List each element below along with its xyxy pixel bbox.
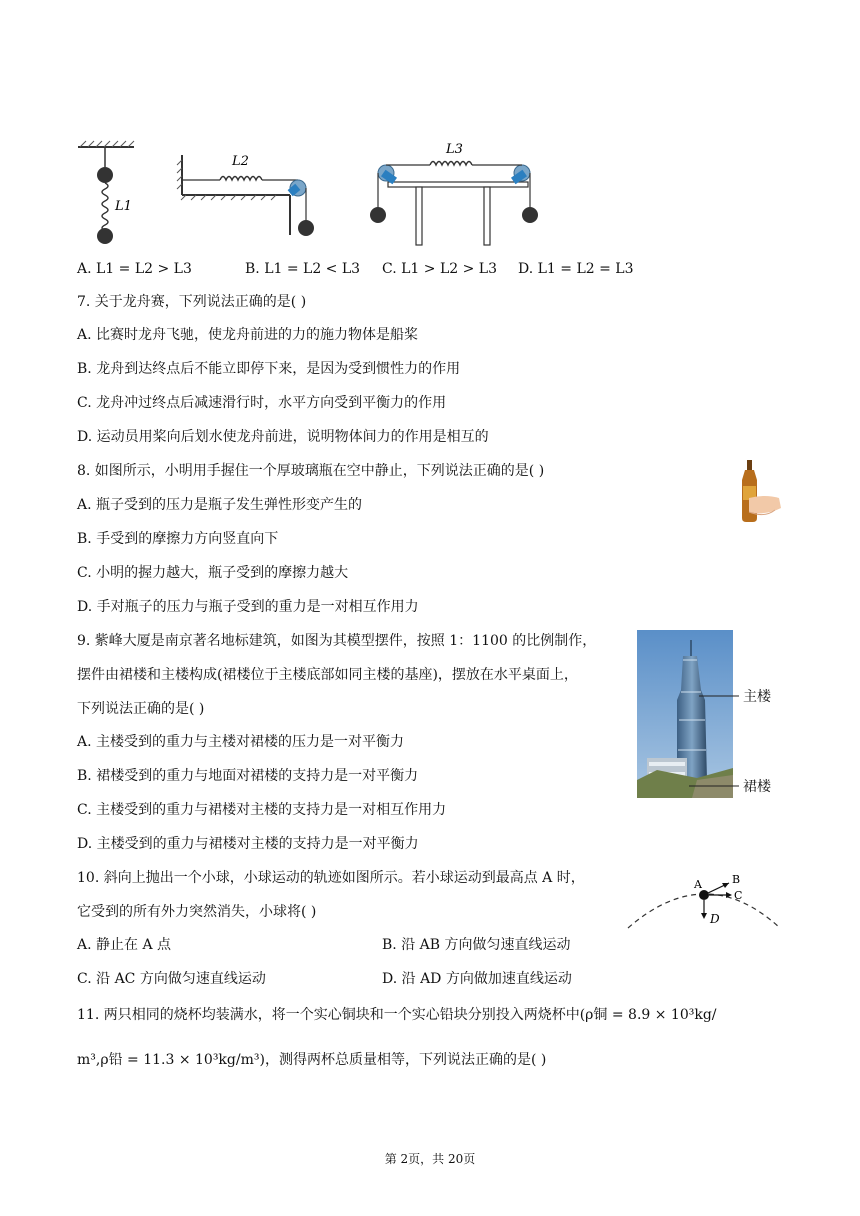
label-l3: L3 (446, 142, 463, 157)
q9-option-b: B. 裙楼受到的重力与地面对裙楼的支持力是一对平衡力 (77, 768, 419, 784)
q9-stem-line-3: 下列说法正确的是( ) (77, 701, 205, 717)
label-a: A (694, 878, 702, 891)
setup-3-table-two-pulleys (370, 142, 538, 245)
q11-stem-line-2: m³,ρ铅 = 11.3 × 10³kg/m³)，测得两杯总质量相等，下列说法正确的是( ) (77, 1052, 547, 1068)
q9-option-d: D. 主楼受到的重力与裙楼对主楼的支持力是一对平衡力 (77, 836, 419, 852)
label-b: B (732, 873, 741, 886)
q6-option-c: C. L1 > L2 > L3 (382, 261, 497, 277)
q9-stem-line-2: 摆件由裙楼和主楼构成(裙楼位于主楼底部如同主楼的基座)，摆放在水平桌面上， (77, 667, 578, 683)
q7-option-a: A. 比赛时龙舟飞驰，使龙舟前进的力的施力物体是船桨 (77, 327, 419, 343)
q10-stem-line-2: 它受到的所有外力突然消失，小球将( ) (77, 904, 317, 920)
label-l2: L2 (232, 154, 249, 169)
q6-option-a: A. L1 = L2 > L3 (77, 261, 192, 277)
setup-1-hanging-spring (78, 141, 134, 244)
label-l1: L1 (115, 199, 132, 214)
q8-option-c: C. 小明的握力越大，瓶子受到的摩擦力越大 (77, 565, 349, 581)
q11-stem-line-1: 11. 两只相同的烧杯均装满水，将一个实心铜块和一个实心铅块分别投入两烧杯中(ρ铜 = 8.9 × 10³kg/ (77, 1007, 717, 1023)
q6-option-b: B. L1 = L2 < L3 (245, 261, 361, 277)
q8-option-a: A. 瓶子受到的压力是瓶子发生弹性形变产生的 (77, 497, 363, 513)
setup-2-wall-pulley (177, 154, 314, 236)
q9-stem-line-1: 9. 紫峰大厦是南京著名地标建筑，如图为其模型摆件，按照 1：1100 的比例制作， (77, 633, 597, 649)
label-podium: 裙楼 (743, 779, 771, 795)
page-footer: 第 2页，共 20页 (384, 1152, 476, 1166)
tower-model-figure (637, 630, 782, 798)
q6-spring-figure (0, 0, 860, 260)
q10-option-a: A. 静止在 A 点 (77, 937, 172, 953)
q8-option-d: D. 手对瓶子的压力与瓶子受到的重力是一对相互作用力 (77, 599, 419, 615)
q7-option-c: C. 龙舟冲过终点后减速滑行时，水平方向受到平衡力的作用 (77, 395, 447, 411)
q10-option-c: C. 沿 AC 方向做匀速直线运动 (77, 971, 266, 987)
label-d: D (710, 912, 720, 926)
trajectory-figure (624, 866, 784, 936)
q8-stem: 8. 如图所示，小明用手握住一个厚玻璃瓶在空中静止，下列说法正确的是( ) (77, 463, 545, 479)
q10-option-b: B. 沿 AB 方向做匀速直线运动 (382, 937, 571, 953)
q7-option-d: D. 运动员用桨向后划水使龙舟前进，说明物体间力的作用是相互的 (77, 429, 489, 445)
q10-option-d: D. 沿 AD 方向做加速直线运动 (382, 971, 572, 987)
q10-stem-line-1: 10. 斜向上抛出一个小球，小球运动的轨迹如图所示。若小球运动到最高点 A 时， (77, 870, 585, 886)
label-c: C (734, 889, 743, 902)
q8-option-b: B. 手受到的摩擦力方向竖直向下 (77, 531, 279, 547)
bottle-in-hand-figure (735, 458, 785, 528)
q6-option-d: D. L1 = L2 = L3 (518, 261, 634, 277)
q9-option-a: A. 主楼受到的重力与主楼对裙楼的压力是一对平衡力 (77, 734, 405, 750)
q9-option-c: C. 主楼受到的重力与裙楼对主楼的支持力是一对相互作用力 (77, 802, 447, 818)
label-main-tower: 主楼 (743, 689, 771, 705)
q7-option-b: B. 龙舟到达终点后不能立即停下来，是因为受到惯性力的作用 (77, 361, 461, 377)
q7-stem: 7. 关于龙舟赛，下列说法正确的是( ) (77, 294, 307, 310)
